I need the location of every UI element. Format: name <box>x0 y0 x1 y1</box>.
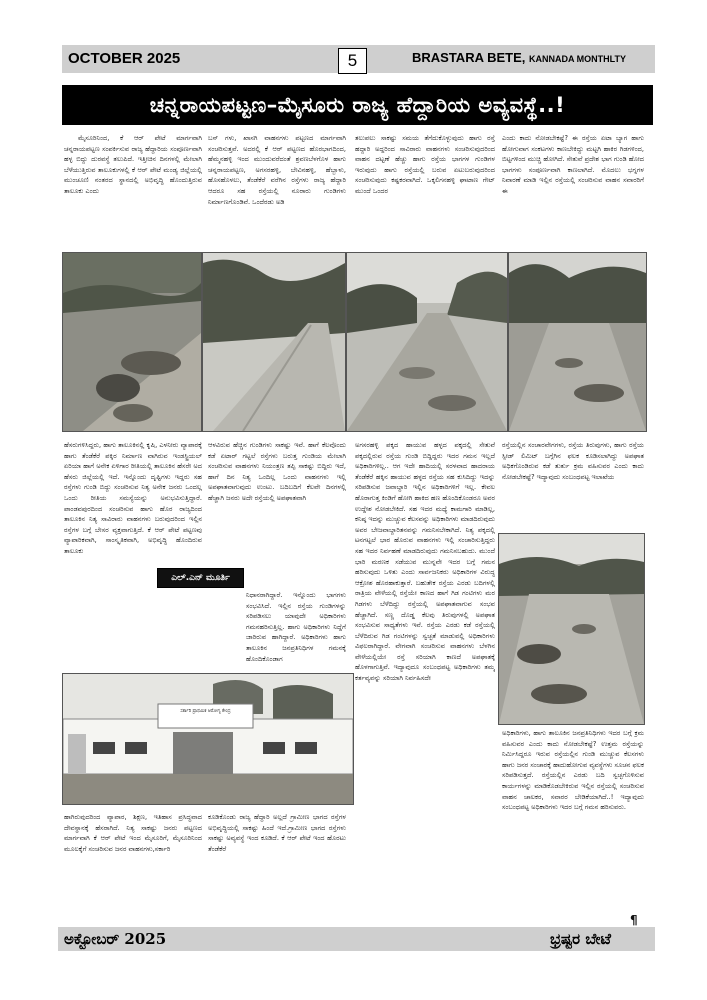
article-paragraph: ಅಗಸರಹಳ್ಳಿ ಪಕ್ಕದ ಹಾಯುವ ಹಳ್ಳದ ಪಕ್ಕದಲ್ಲಿ ಸೇತುವೆ ಪಕ್ಕದಲ್ಲಿರುವ ರಸ್ತೆಯ ಗುಂಡಿ ಬಿದ್ದಿದ್ದರು ಇದರ ಗಮನ ಇಲ್ಲದೆ ಅಧಿಕಾರಿಗಳಿಲ್ಲ.. ಆಗ ಇದೇ ಹಾದಿಯಲ್ಲಿ ಸರಳವಾದ ಹಾದರಾಯ ತೆಂಡೆಕೆರೆ ಹಕ್ಕಿನ ಹಾಯುವ ಹಳ್ಳದ ರಸ್ತೆಯ ಸಹ ಕುಸಿದಿದ್ದು ಇದನ್ನು ಸರಿಪಡಿಸುವ ಜವಾಬ್ದಾರಿ ಇಲ್ಲಿನ ಅಧಿಕಾರಿಗಳಿಗೆ ಇಲ್ಲ. ಕೇವಲ ಹೊರಾಗುತ್ತ ಕಿಂಡಿಗೆ ಹೋಗಿ ಹಾಕಿದ ಹಣ ಹೊಂದಿಕೊಂಡರೂ ಅವರ ಉದ್ದೇಶ ನೋಡಬೇಕಿದೆ. ಸಹ ಇದರ ಮಧ್ಯೆ ಕಾಮಗಾರಿ ಮಾಡಿಲ್ಲ, ಕನಿಷ್ಠ ಇದನ್ನು ಮುಚ್ಚುವ ಕೆಲಸವನ್ನು ಅಧಿಕಾರಿಗಳು ಮಾಡದಿರುವುದು ಅವರ ಬೇಜವಾಬ್ದಾರಿತನವನ್ನು ಗಮನಿಸಬೇಕಾಗಿದೆ. ನಿತ್ಯ ಪಕ್ಕದಲ್ಲಿ ಟನಗಟ್ಟಲೆ ಭಾರ ಹೊರುವ ವಾಹನಗಳು ಇಲ್ಲಿ ಸಂಚಾರಿಸುತ್ತಿದ್ದರು ಸಹ ಇದರ ನಿರ್ವಹಣೆ ಮಾಡದಿರುವುದು ಗಮನಿಸಬಹುದು. ಮುಂದೆ ಭಾರಿ ಮರಣಕ ಸಡೆಯುವ ಮುನ್ನವೇ ಇದರ ಬಗ್ಗೆ ಗಮನ ಹರಿಸುವುದು ಒಳಿತು ಎಂದು ಸಾರ್ವಜನಿಕರು ಅಧಿಕಾರಿಗಳ ವಿರುದ್ಧ ಆಕ್ರೋಶ ಹೊರಹಾಕುತ್ತಾರೆ. ಬಹುತೇಕ ರಸ್ತೆಯ ಎರಡು ಬದಿಗಳಲ್ಲಿ ರಾತ್ರಿಯ ವೇಳೆಯಲ್ಲಿ ರಸ್ತೆಯೇ ಕಾಣದ ಹಾಗೆ ಗಿಡ ಗಂಟಿಗಳು ಮರ ಗಿಡಗಳು ಬೆಳೆದಿದ್ದು ರಸ್ತೆಯಲ್ಲಿ ಅಪಘಾತವಾಗುವ ಸಂಭವ ಹೆಚ್ಚಾಗಿದೆ. ಸಣ್ಣ ದೊಡ್ಡ ಕೆಲವು ತಿರುವುಗಳಲ್ಲಿ ಅಪಘಾತ ಸಂಭವಿಸುವ ಸಾಧ್ಯತೆಗಳು ಇವೆ. ರಸ್ತೆಯ ಎರಡು ಕಡೆ ರಸ್ತೆಯಲ್ಲಿ ಬೆಳೆದಿರುವ ಗಿಡ ಗಂಟಿಗಳನ್ನು ಸ್ವಚ್ಛತೆ ಮಾಡುವಲ್ಲಿ ಅಧಿಕಾರಿಗಳು ವಿಫಲರಾಗಿದ್ದಾರೆ. ವೇಗವಾಗಿ ಸಂಚರಿಸುವ ವಾಹನಗಳು ಬೆಳಗಿನ ವೇಳೆಯಲ್ಲಿಯೇ ರಸ್ತೆ ಸರಿಯಾಗಿ ಕಾಣದೆ ಅಪಘಾತಕ್ಕೆ ಹೊಳಗಾಗುತ್ತಿವೆ. ಇದ್ಯಾವುದೂ ಸಂಬಂಧಪಟ್ಟ ಅಧಿಕಾರಿಗಳು ತಮ್ಮ ಕರ್ತವ್ಯವನ್ನು ಸರಿಯಾಗಿ ನಿರ್ವಹಿಸದೇ <box>355 441 495 683</box>
article-paragraph: ಆಳವಿರುವ ಹೆಚ್ಚಿನ ಗುಂಡಿಗಳು ಸಾಕಷ್ಟು ಇವೆ. ಹಾಗೆ ಕೆಲವೊಂದು ಕಡೆ ಏಟಾರ್ ಗಟ್ಟಲೆ ರಸ್ತೆಗಳು ಬರುತ್ತ ಗುಂಡಿಯ ಮೇಲಾಗಿ ಸಂಚರಿಸುವ ವಾಹನಗಳು ನಿಯಂತ್ರಣ ತಪ್ಪಿ ಸಾಕಷ್ಟು ಬಿದ್ದಿರು ಇದೆ, ಹಾಗೆ ದಿನ ನಿತ್ಯ ಒಂದಿಲ್ಲ ಒಂದು ವಾಹನಗಳು ಇಲ್ಲಿ ಅಪಘಾತವಾಗುವುದು ಉಂಟು. ಬದಿಬದಿಗೆ ಕೆಲವೇ ದಿನಗಳಲ್ಲಿ ಹೆಚ್ಚಾಗಿ ಜನರು ಅದೇ ರಸ್ತೆಯಲ್ಲಿ ಅಪಘಾತವಾಗಿ <box>208 441 346 502</box>
column-1-top <box>64 133 202 245</box>
footer-publication: ಭ್ರಷ್ಟರ ಬೇಟೆ <box>550 930 611 948</box>
header-publication <box>412 50 626 65</box>
end-mark: ¶ <box>630 913 638 927</box>
road-photo-3 <box>346 252 508 432</box>
road-photo-4 <box>508 252 647 432</box>
column-2-top <box>208 133 346 245</box>
column-4-middle <box>502 440 644 528</box>
article-paragraph: ಹೆಸರುಗಳಿಸಿದ್ದರು, ಹಾಗು ತಾಲೂಕಿನಲ್ಲಿ ಕೃಷಿ, ಎಳನೀರು ವ್ಯಾಪಾರಕ್ಕೆ ಹಾಗು ತೆಂಡೆಕೆರೆ ಪಕ್ಕಿರ ನಿರ್ಮಾಣ ವಾಗಿರುವ ಇಂಡಸ್ಟ್ರಿಯಲ್ ಏರಿಯಾ ಹಾಗೆ ಅನೇಕ ಏಳಿಗಾರ ರೀತಿಯಲ್ಲಿ ತಾಲೂಕಿನ ಹೆಸರೇ ಅದ ಹೆಸರು ಜಿಲ್ಲೆಯಲ್ಲಿ ಇದೆ. ಇನ್ನೊಂದು ದೃಷ್ಟಿಗಳು ಇದ್ದರು ಸಹ ರಸ್ತೆಗಳು ಗುಂಡಿ ಬಿದ್ದು ಸಂಚರಿಸುವ ನಿತ್ಯ ಅನೇಕ ಜನರು ಒಂದಲ್ಲ ಒಂದು ರೀತಿಯ ಸಮಸ್ಯೆಯನ್ನು ಅನುಭವಿಸುತ್ತಿದ್ದಾರೆ. ಪಾಂಡವಪುರದಿಂದ ಸಂಚರಿಸುವ ಹಾಗು ಹೊರ ರಾಜ್ಯದಿಂದ ತಾಲೂಕಿನ ನಿತ್ಯ ಸಾವಿರಾರು ವಾಹನಗಳು ಬರುವುದರಿಂದ ಇಲ್ಲಿನ ರಸ್ತೆಗಳ ಬಗ್ಗೆ ಬೇಸರ ವ್ಯಕ್ತವಾಗುತ್ತಿದೆ. ಕೆ ಆರ್ ಪೇಟೆ ಪಟ್ಟಣವು ವ್ಯಾಪಾರಿಕವಾಗಿ, ಸಾಂಸ್ಕೃತಿಕವಾಗಿ, ಅಭಿವೃದ್ಧಿ ಹೊಂದಿರುವ ತಾಲೂಕು <box>64 441 202 555</box>
publication-sub: KANNADA MONTHLTY <box>529 54 627 64</box>
column-2-continued <box>246 590 346 672</box>
headline <box>62 85 653 125</box>
column-3-top <box>355 133 495 245</box>
header-date: OCTOBER 2025 <box>68 50 181 67</box>
article-paragraph: ಬಸ್ ಗಳು, ಖಾಸಗಿ ವಾಹನಗಳು ಪಟ್ಟಣದ ಮಾರ್ಗವಾಗಿ ಸಂಚರಿಸುತ್ತವೆ. ಅದರಲ್ಲಿ ಕೆ ಆರ್ ಪಟ್ಟಣದ ಹೊರಭಾಗದಿಂದ, ಹೆಮ್ಮನಹಳ್ಳಿ ಇಂದ ಮುಂದುವರೆದಂತೆ ಶ್ರವಣಬೆಳಗೊಳ ಹಾಗು ಚನ್ನರಾಯಪಟ್ಟಣ, ಅಗಸರಹಳ್ಳಿ, ಬೇವಿನಹಳ್ಳಿ, ಹೆಬ್ಬಾಳು, ಹೊಸಹೊಳಲು, ತೆಂಡೆಕೆರೆ ವರೆಗಿನ ರಸ್ತೆಗಳು ರಾಜ್ಯ ಹೆದ್ದಾರಿ ಆದರೂ ಸಹ ರಸ್ತೆಯಲ್ಲಿ ನೂರಾರು ಗುಂಡಿಗಳು ನಿರ್ಮಾಣಗೊಂಡಿವೆ. ಒಂದೆರಡು ಅಡಿ <box>208 134 346 206</box>
column-4-top <box>502 133 644 245</box>
article-paragraph: ಮೈಸೂರಿನಿಂದ, ಕೆ ಆರ್ ಪೇಟೆ ಮಾರ್ಗವಾಗಿ ಚನ್ನರಾಯಪಟ್ಟಣ ಸಂಪರ್ಕಿಸುವ ರಾಜ್ಯ ಹೆದ್ದಾರಿಯ ಸಂಪೂರ್ಣವಾಗಿ ಹಳ್ಳ ಬಿದ್ದು ದುರವಸ್ಥೆ ತಲುಪಿದೆ. ಇತ್ತೀಚಿನ ದಿನಗಳಲ್ಲಿ ಮೇಲಾಗಿ ಬೆಳೆಯುತ್ತಿರುವ ತಾಲೂಕುಗಳಲ್ಲಿ ಕೆ ಆರ್ ಪೇಟೆ ಮಂಡ್ಯ ಜಿಲ್ಲೆಯಲ್ಲಿ ಮುಂಚೂಣಿ ನಂತರದ ಸ್ಥಾನದಲ್ಲಿ ಅಭಿವೃದ್ಧಿ ಹೊಂದುತ್ತಿರುವ ತಾಲೂಕು ಎಂದು <box>64 134 202 195</box>
article-paragraph: ನಿಧಾನರಾಗಿದ್ದಾರೆ. ಇನ್ನೊಂದು ಭಾಗಗಳು ಸಂಭವಿಸಿದೆ. ಇಲ್ಲಿನ ರಸ್ತೆಯ ಗುಂಡಿಗಳನ್ನು ಸರಿಪಡಿಸಲು ಯಾವುದೇ ಅಧಿಕಾರಿಗಳು ಗಮನಹರಿಸುತ್ತಿಲ್ಲ. ಹಾಗು ಅಧಿಕಾರಿಗಳು ನಿದ್ದೆಗೆ ಜಾರಿರುವ ಹಾಗಿದ್ದಾರೆ. ಅಧಿಕಾರಿಗಳು ಹಾಗು ತಾಲೂಕಿನ ಜನಪ್ರತಿನಿಧಿಗಳ ಗಮನಕ್ಕೆ ಹೊಂದಿಕೊಂಡಾಗ <box>246 591 346 663</box>
page-number-box <box>338 48 367 74</box>
article-paragraph: ಹಾಗಿರುವುದರಿಂದ ವ್ಯಾಪಾರ, ಶಿಕ್ಷಣ, ಇತಿಹಾಸ ಪ್ರಸಿದ್ಧವಾದ ದೇವಸ್ಥಾನಕ್ಕೆ ಹೆಸರಾಗಿದೆ. ನಿತ್ಯ ಸಾಕಷ್ಟು ಜನರು ಪಟ್ಟಣದ ಮಾರ್ಗವಾಗಿ ಕೆ ಆರ್ ಪೇಟೆ ಇಂದ ಮೈಸೂರಿಗೆ, ಮೈಸೂರಿನಿಂದ ಮೂಲಕ್ಕೆಗೆ ಸಂಚರಿಸುವ ಜನರ ವಾಹನಗಳು,ಸರ್ಕಾರಿ <box>64 813 202 853</box>
column-3-middle <box>355 440 495 862</box>
article-paragraph: ಎಂದು ಕಾದು ನೋಡಬೇಕಷ್ಟೆ? ಈ ರಸ್ತೆಯ ಏಟಾ ಬ್ಯಾಗ ಹಾಗು ಹೋಗುವಾಗ ಸಂಕಟಗಳು ಕಾಣಬೇಕಿದ್ದು ಮಟ್ಟಗಿ ಹಾಕಿರ ಗಿಡಗಳಿಂದ, ಬಿಟ್ಟಗಳಿಂದ ಮುಚ್ಚಿ ಹೋಗಿದೆ. ಸೇತುವೆ ಪ್ರದೇಶ ಭಾಗ ಗುಂಡಿ ಹೋದ ಭಾಗಗಳು ಸಂಪೂರ್ಣವಾಗಿ ಕಾಣಲಾಗಿದೆ. ಮೊದಲು ಭಗ್ನಗಳ ನಿವಾರಣೆ ಮಾಡಿ ಇಲ್ಲಿನ ರಸ್ತೆಯಲ್ಲಿ ಸಂಚರಿಸುವ ವಾಹನ ಸವಾರರಿಗೆ ಈ <box>502 134 644 195</box>
column-1-bottom <box>64 812 202 922</box>
building-signboard-text: ಸರ್ಕಾರಿ ಪ್ರಾಥಮಿಕ ಆರೋಗ್ಯ ಕೇಂದ್ರ <box>180 709 231 714</box>
author-name: ಎಲ್.ಎನ್ ಮೂರ್ತಿ <box>171 573 230 583</box>
article-paragraph: ಅಧಿಕಾರಿಗಳು, ಹಾಗು ತಾಲೂಕಿನ ಜನಪ್ರತಿನಿಧಿಗಳು ಇದರ ಬಗ್ಗೆ ಕ್ರಮ ವಹಿಸುವರ ಎಂದು ಕಾದು ನೋಡಬೇಕಷ್ಟೆ? ಉತ್ತಮ ರಸ್ತೆಯನ್ನು ನಿರ್ಮಿಸಿದ್ದರೂ ಇರುವ ರಸ್ತೆಯಲ್ಲಿನ ಗುಂಡಿ ಮುಚ್ಚುವ ಕೆಲಸಗಳು ಹಾಗು ಜನರ ಸಂಚಾರಕ್ಕೆ ಹಾದುಹೋಗುವ ವ್ಯವಸ್ಥೆಗಳು ಸೂಚನ ಫಲಕ ಸರಿಪಡಿಸುತ್ತದೆ. ರಸ್ತೆಯಲ್ಲಿನ ಎರಡು ಬದಿ ಸ್ವಚ್ಛಗೊಳಿಸುವ ಕಾರ್ಯಗಳನ್ನು ಮಾಡಿಕೊಡಬೇಕಿರುವ ಇಲ್ಲಿನ ರಸ್ತೆಯಲ್ಲಿ ಸಂಚರಿಸುವ ವಾಹನ ಚಾಲಕರ, ಸವಾರರ ಬೇಡಿಕೆಯಾಗಿದೆ..! ಇದ್ಯಾವುದು ಸಂಬಂಧಪಟ್ಟ ಅಧಿಕಾರಿಗಳು ಇದರ ಬಗ್ಗೆ ಗಮನ ಹರಿಸುವರು. <box>502 729 644 812</box>
article-paragraph: ತಲುಪಲು ಸಾಕಷ್ಟು ಸಮಯ ತೆಗೆದುಕೊಳ್ಳುವುದು ಹಾಗು ರಸ್ತೆ ಹದ್ದಾರಿ ಅದ್ದರಿಂದ ಸಾವಿರಾರು ವಾಹನಗಳು ಸಂಚರಿಸುವುದರಿಂದ ವಾಹನ ದಟ್ಟಣೆ ಹೆಚ್ಚು ಹಾಗು ರಸ್ತೆಯ ಭಾಗಗಳ ಗುಂಡಿಗಳ ಇರುವುದು ಹಾಗು ರಸ್ತೆಯಲ್ಲಿ ಬರುವ ಏಟುಬರುವುದರಿಂದ ಸಂಚರಿಸುವುದು ಕಷ್ಟಕರವಾಗಿದೆ. ಒಕ್ಕಲಿಗನಹಳ್ಳಿ ಘಾಟಾಣ ಗೇಟ್ ಮುಂದೆ ಒಂದರ <box>355 134 495 195</box>
column-4-lower <box>502 728 644 928</box>
footer-date: ಅಕ್ಟೋಬರ್ 2025 <box>64 930 167 948</box>
road-photo-2 <box>202 252 346 432</box>
road-photo-1 <box>62 252 202 432</box>
article-paragraph: ಕೂಡಿಕೊಂಡು ರಾಜ್ಯ ಹೆದ್ದಾರಿ ಅಲ್ಲದೆ ಗ್ರಾಮೀಣ ಭಾಗದ ರಸ್ತೆಗಳ ಅಭಿವೃದ್ಧಿಯಲ್ಲಿ ಸಾಕಷ್ಟು ಹಿಂದೆ ಇದೆ.ಗ್ರಾಮೀಣ ಭಾಗದ ರಸ್ತೆಗಳು ಸಾಕಷ್ಟು ಅವ್ಯವಸ್ಥೆ ಇಂದ ಕೂಡಿದೆ. ಕೆ ಆರ್ ಪೇಟೆ ಇಂದ ಹೊರಟು ತೆಂಡೆಕೆರೆ <box>208 813 346 853</box>
page-number: 5 <box>347 51 358 70</box>
road-potholes-photo <box>498 533 645 725</box>
health-centre-photo <box>62 673 354 805</box>
publication-name: BRASTARA BETE, <box>412 50 526 65</box>
column-2-middle <box>208 440 346 566</box>
article-paragraph: ರಸ್ತೆಯಲ್ಲಿನ ಸಂಚಾರವೇಗಗಳು, ರಸ್ತೆಯ ತಿರುವುಗಳು, ಹಾಗು ರಸ್ತೆಯ ಸ್ಪೀಡ್ ಲಿಮಿಟ್ ಬಗ್ಗೆಗಿನ ಫಲಕ ಕೂಡಿಸಲಾಗಿದ್ದು ಅಪಘಾತ ಅಧಿಕಗೊಂಡಿರುವ ಕಡೆ ತುರ್ತು ಕ್ರಮ ವಹಿಸುವರ ಎಂದು ಕಾದು ನೋಡಬೇಕಷ್ಟೆ? ಇದ್ಯಾವುದು ಸಂಬಂಧಪಟ್ಟ ಇಲಾಖೆಯ <box>502 441 644 481</box>
author-byline <box>157 568 244 588</box>
headline-text: ಚನ್ನರಾಯಪಟ್ಟಣ–ಮೈಸೂರು ರಾಜ್ಯ ಹೆದ್ದಾರಿಯ ಅವ್ಯವಸ್ಥೆ..! <box>149 92 566 117</box>
column-2-bottom <box>208 812 346 922</box>
column-1-middle <box>64 440 202 676</box>
column-2-lower <box>246 568 346 588</box>
